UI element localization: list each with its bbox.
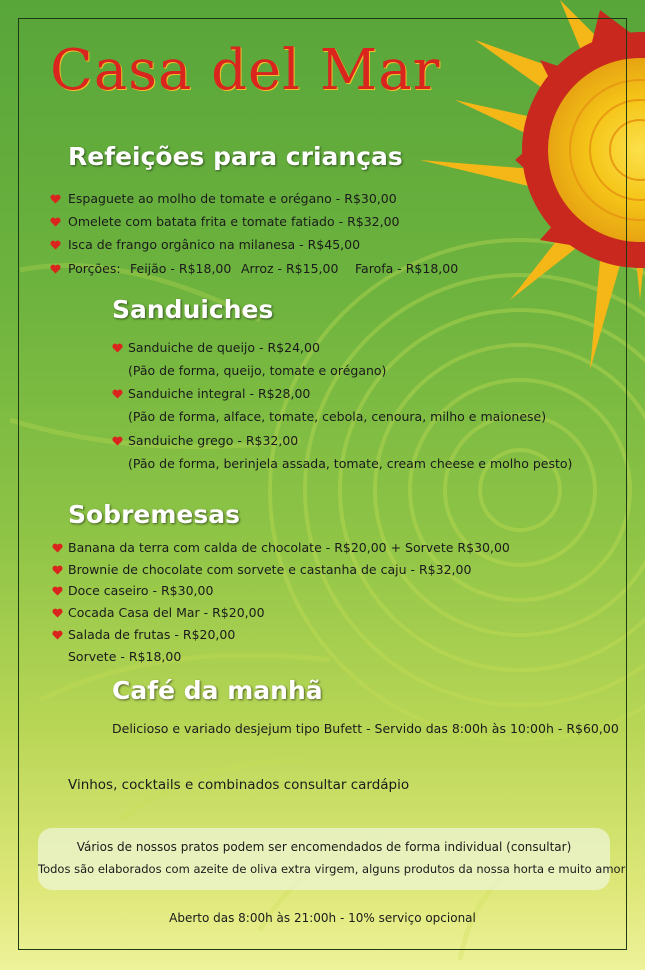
dessert-extra: Sorvete - R$18,00 (68, 649, 182, 664)
heart-bullet-icon (50, 240, 61, 250)
sandwiches-heading: Sanduiches (112, 295, 274, 324)
heart-bullet-icon (50, 217, 61, 227)
dessert-item: Brownie de chocolate com sorvete e castanha de caju - R$32,00 (68, 562, 472, 577)
portion-farofa: Farofa - R$18,00 (355, 261, 459, 276)
heart-bullet-icon (112, 436, 123, 446)
sandwich-description: (Pão de forma, berinjela assada, tomate, cream cheese e molho pesto) (128, 456, 573, 471)
opening-hours: Aberto das 8:00h às 21:00h - 10% serviço opcional (169, 911, 476, 925)
kids-item: Espaguete ao molho de tomate e orégano - R$30,00 (68, 191, 397, 206)
heart-bullet-icon (112, 389, 123, 399)
note-line-2: Todos são elaborados com azeite de oliva extra virgem, alguns produtos da nossa horta e muito amor (38, 862, 626, 876)
heart-bullet-icon (52, 565, 63, 575)
heart-bullet-icon (52, 608, 63, 618)
dessert-item: Cocada Casa del Mar - R$20,00 (68, 605, 265, 620)
note-line-1: Vários de nossos pratos podem ser encomendados de forma individual (consultar) (76, 840, 572, 854)
kids-item: Isca de frango orgânico na milanesa - R$45,00 (68, 237, 361, 252)
heart-bullet-icon (52, 543, 63, 553)
sandwich-description: (Pão de forma, alface, tomate, cebola, cenoura, milho e maionese) (128, 409, 547, 424)
breakfast-heading: Café da manhã (112, 676, 323, 705)
dessert-item: Banana da terra com calda de chocolate - R$20,00 + Sorvete R$30,00 (68, 540, 510, 555)
heart-bullet-icon (52, 586, 63, 596)
heart-bullet-icon (50, 264, 61, 274)
restaurant-title: Casa del Mar (50, 38, 441, 103)
heart-bullet-icon (52, 630, 63, 640)
dessert-item: Salada de frutas - R$20,00 (68, 627, 236, 642)
kids-heading: Refeições para crianças (68, 142, 403, 171)
dessert-item: Doce caseiro - R$30,00 (68, 583, 214, 598)
heart-bullet-icon (112, 343, 123, 353)
desserts-heading: Sobremesas (68, 500, 240, 529)
wines-text: Vinhos, cocktails e combinados consultar cardápio (68, 777, 410, 793)
portion-feijao: Feijão - R$18,00 (130, 261, 232, 276)
sandwich-description: (Pão de forma, queijo, tomate e orégano) (128, 363, 387, 378)
sandwich-item: Sanduiche grego - R$32,00 (128, 433, 299, 448)
sandwich-item: Sanduiche de queijo - R$24,00 (128, 340, 320, 355)
sandwich-item: Sanduiche integral - R$28,00 (128, 386, 311, 401)
portions-label: Porções: (68, 261, 121, 276)
note-box (38, 828, 626, 890)
portion-arroz: Arroz - R$15,00 (241, 261, 339, 276)
breakfast-text: Delicioso e variado desjejum tipo Bufett - Servido das 8:00h às 10:00h - R$60,00 (112, 721, 619, 736)
kids-item: Omelete com batata frita e tomate fatiado - R$32,00 (68, 214, 400, 229)
heart-bullet-icon (50, 194, 61, 204)
